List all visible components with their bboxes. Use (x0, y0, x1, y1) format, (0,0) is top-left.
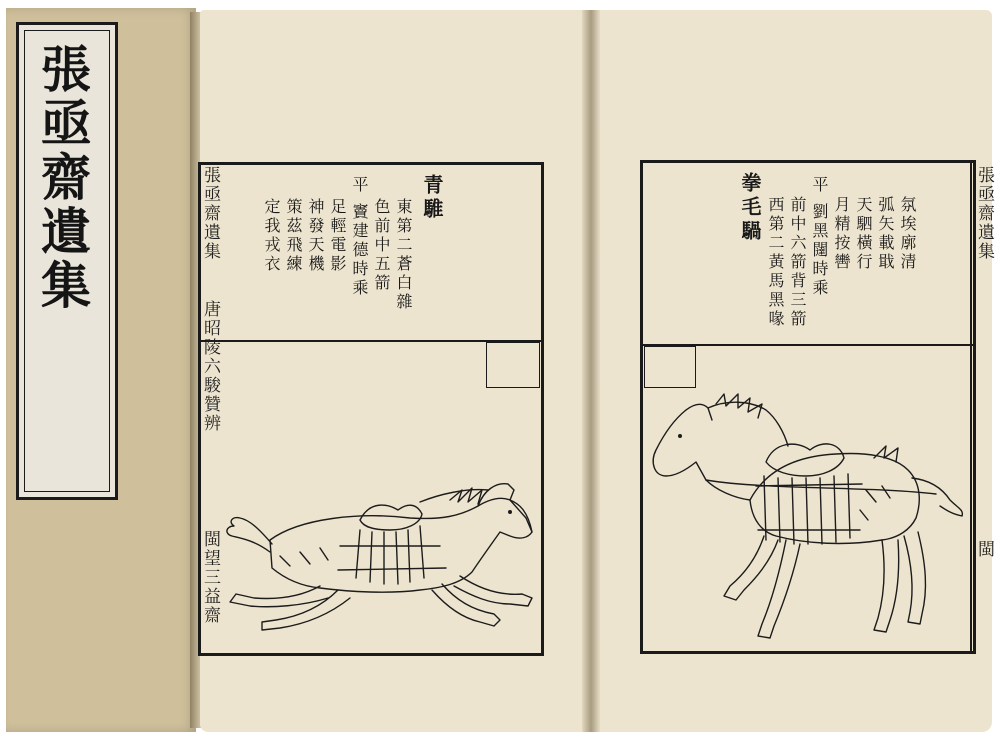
left-margin-publisher: 閩望三益齋 (200, 530, 220, 625)
left-margin-section: 唐昭陵六駿贊辨 (200, 300, 220, 433)
left-margin-title: 張亟齋遺集 (200, 166, 220, 261)
right-inscription-col-4: 月精按轡 (832, 196, 851, 272)
right-inscription-col-6: 弧矢載戢 (876, 196, 895, 272)
left-inscription-col-5: 神發天機 (306, 198, 325, 274)
book-gutter (582, 10, 600, 732)
right-inscription-col-7: 氛埃廓清 (898, 196, 917, 272)
right-inscription-col-5: 天駟橫行 (854, 196, 873, 272)
right-margin-publisher: 閩 (974, 540, 994, 559)
left-inscription-col-1: 東第二蒼白雜 (394, 198, 413, 312)
right-inscription-col-1: 西第二黃馬黑喙 (766, 196, 785, 329)
left-horse-name: 青騅 (420, 174, 444, 222)
right-margin-title: 張亟齋遺集 (974, 166, 994, 261)
title-label (16, 22, 118, 500)
right-horse-name: 拳毛騧 (738, 172, 762, 244)
cover-title: 張亟齋遺集 (33, 43, 92, 313)
left-inscription-col-4: 足輕電影 (328, 198, 347, 274)
galloping-horse-illustration (210, 460, 540, 640)
right-corner-box (644, 346, 696, 388)
left-inscription-col-6: 策茲飛練 (284, 198, 303, 274)
left-inscription-col-2: 色前中五箭 (372, 198, 391, 293)
left-inscription-col-7: 定我戎衣 (262, 198, 281, 274)
left-corner-box (486, 342, 540, 388)
left-inscription-col-3: 平 竇建德時乘 (350, 176, 369, 299)
right-inscription-col-2: 前中六箭背三箭 (788, 196, 807, 329)
right-inscription-col-3: 平 劉黑闥時乘 (810, 176, 829, 299)
walking-horse-illustration (646, 390, 966, 650)
